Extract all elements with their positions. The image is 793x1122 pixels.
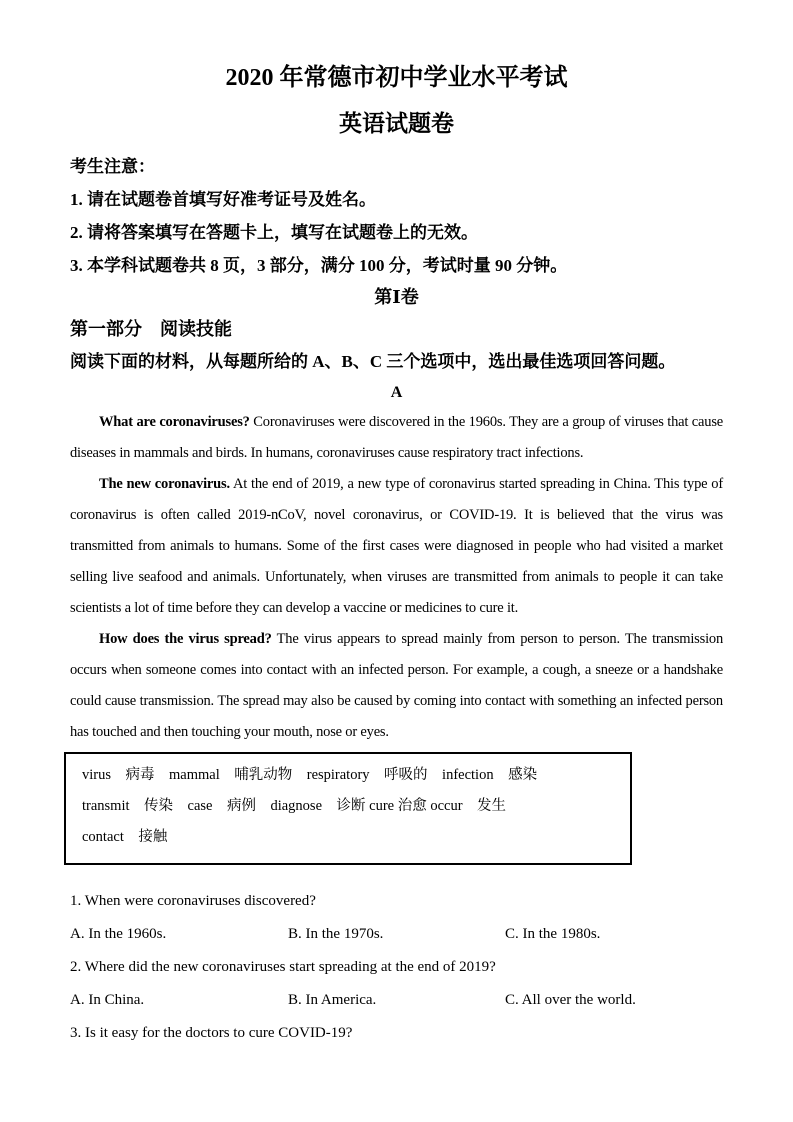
question-3: 3. Is it easy for the doctors to cure COVID-19? [70, 1025, 353, 1041]
page-title: 2020 年常德市初中学业水平考试 [225, 65, 568, 91]
vocab-line-2: transmit 传染 case 病例 diagnose 诊断 cure 治愈 occur 发生 [82, 798, 507, 814]
vocab-line-3: contact 接触 [82, 829, 168, 845]
vocab-line-1: virus 病毒 mammal 哺乳动物 respiratory 呼吸的 infection 感染 [82, 767, 538, 783]
paragraph-2-text: At the end of 2019, a new type of coronavirus started spreading in China. This type of coronavirus is often called 2019-nCoV, novel coronavirus, or COVID-19. It is believed that the virus was transmitted from animals to humans. Some of the first cases were diagnosed in people who had visited a market selling live seafood and animals. Unfortunately, when viruses are transmitted from animals to people it can take scientists a lot of time before they can develop a vaccine or medicines to cure it. [70, 476, 723, 616]
question-1-option-a: A. In the 1960s. [70, 926, 167, 942]
notice-item-2: 2. 请将答案填写在答题卡上，填写在试题卷上的无效。 [70, 223, 478, 242]
notice-item-1: 1. 请在试题卷首填写好准考证号及姓名。 [70, 190, 376, 209]
vocabulary-box [64, 752, 632, 865]
question-2-options [70, 984, 723, 1017]
question-2: 2. Where did the new coronaviruses start spreading at the end of 2019? [70, 959, 496, 975]
section-label-a: A [390, 384, 403, 401]
volume-heading: 第Ⅰ卷 [374, 287, 419, 307]
paragraph-3-lead: How does the virus spread? [99, 631, 272, 647]
page-subtitle: 英语试题卷 [339, 111, 454, 136]
paragraph-1-text: Coronaviruses were discovered in the 1960s. They are a group of viruses that cause diseases in mammals and birds. In humans, coronaviruses cause respiratory tract infections. [70, 414, 723, 461]
question-1-option-c: C. In the 1980s. [505, 926, 601, 942]
question-1: 1. When were coronaviruses discovered? [70, 893, 316, 909]
question-list [70, 885, 723, 1050]
question-1-option-b: B. In the 1970s. [288, 926, 384, 942]
notice-heading: 考生注意： [70, 157, 155, 176]
question-2-option-b: B. In America. [288, 992, 377, 1008]
question-1-options [70, 918, 723, 951]
paragraph-1-lead: What are coronaviruses? [99, 414, 250, 430]
reading-passage [70, 407, 723, 748]
passage-paragraph-2 [70, 469, 723, 624]
question-2-option-a: A. In China. [70, 992, 145, 1008]
passage-paragraph-3 [70, 624, 723, 748]
notice-item-3: 3. 本学科试题卷共 8 页，3 部分，满分 100 分，考试时量 90 分钟。 [70, 256, 568, 275]
passage-paragraph-1 [70, 407, 723, 469]
part-heading: 第一部分 阅读技能 [70, 319, 232, 339]
candidate-notice [70, 150, 723, 282]
paragraph-3-text: The virus appears to spread mainly from person to person. The transmission occurs when someone comes into contact with an infected person. For example, a cough, a sneeze or a handshake could cause transmission. The spread may also be caused by coming into contact with something an infected person has touched and then touching your mouth, nose or eyes. [70, 631, 723, 740]
paragraph-2-lead: The new coronavirus. [99, 476, 230, 492]
question-2-option-c: C. All over the world. [505, 992, 636, 1008]
reading-instruction: 阅读下面的材料，从每题所给的 A、B、C 三个选项中，选出最佳选项回答问题。 [70, 352, 676, 371]
